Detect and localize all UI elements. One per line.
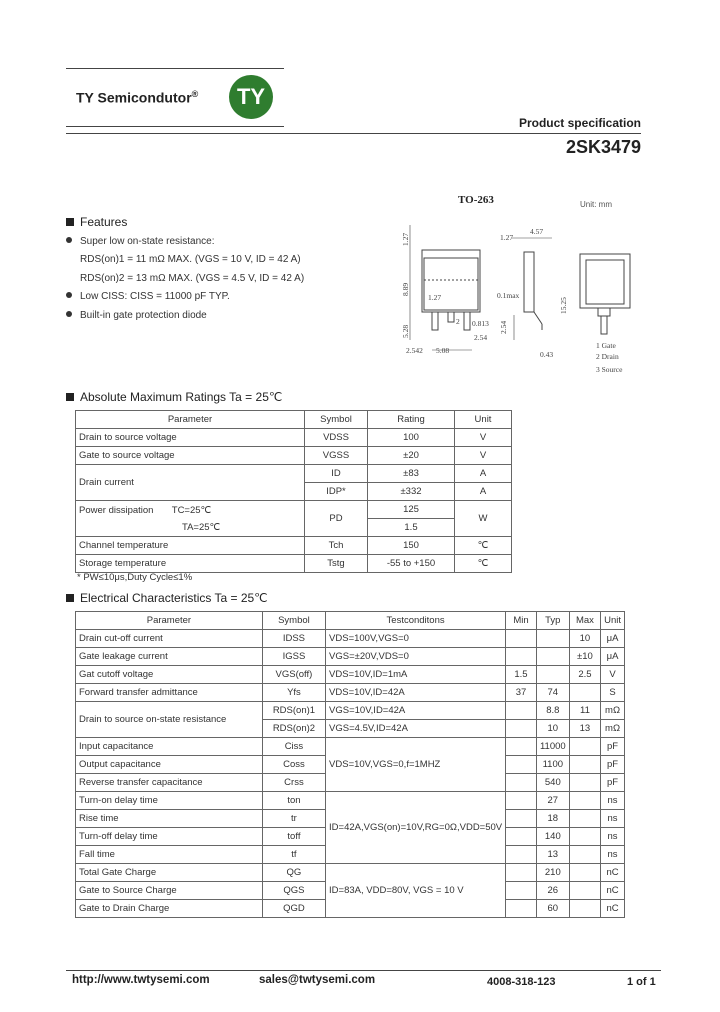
column-header: Symbol bbox=[262, 612, 325, 630]
company-name bbox=[76, 89, 198, 106]
table-cell bbox=[536, 666, 569, 684]
section-square-icon bbox=[66, 393, 74, 401]
table-cell: IDP* bbox=[305, 483, 368, 501]
table-cell: Drain current bbox=[76, 465, 305, 501]
feature-item bbox=[66, 236, 215, 247]
table-cell: PD bbox=[305, 501, 368, 537]
column-header: Parameter bbox=[76, 411, 305, 429]
table-cell: ns bbox=[601, 828, 625, 846]
table-cell: tf bbox=[262, 846, 325, 864]
table-cell: 10 bbox=[569, 630, 600, 648]
dim-label: 2 bbox=[456, 317, 460, 326]
table-cell: nC bbox=[601, 864, 625, 882]
table-cell: ±83 bbox=[368, 465, 455, 483]
table-cell: Gate to Source Charge bbox=[76, 882, 263, 900]
column-header: Max bbox=[569, 612, 600, 630]
table-row bbox=[76, 666, 625, 684]
table-cell bbox=[506, 720, 537, 738]
table-cell: VDS=10V,ID=1mA bbox=[326, 666, 506, 684]
table-cell bbox=[506, 810, 537, 828]
table-cell bbox=[76, 501, 305, 537]
table-cell: VGS=4.5V,ID=42A bbox=[326, 720, 506, 738]
dim-label: 5.08 bbox=[436, 346, 450, 355]
table-cell: Yfs bbox=[262, 684, 325, 702]
table-cell: pF bbox=[601, 738, 625, 756]
doc-type: Product specification bbox=[518, 116, 641, 130]
package-drawing bbox=[402, 220, 642, 365]
table-cell bbox=[569, 846, 600, 864]
table-cell: Crss bbox=[262, 774, 325, 792]
table-cell: ns bbox=[601, 810, 625, 828]
dim-label: 0.813 bbox=[472, 319, 489, 328]
table-cell: Forward transfer admittance bbox=[76, 684, 263, 702]
table-row bbox=[76, 684, 625, 702]
table-cell: Gate to Drain Charge bbox=[76, 900, 263, 918]
table-cell: 26 bbox=[536, 882, 569, 900]
table-cell: 60 bbox=[536, 900, 569, 918]
dim-label: 8.89 bbox=[401, 282, 410, 296]
power-dissipation-label: Power dissipation TC=25℃ bbox=[79, 504, 212, 516]
table-cell: 10 bbox=[536, 720, 569, 738]
table-cell: 8.8 bbox=[536, 702, 569, 720]
table-cell bbox=[506, 648, 537, 666]
table-cell: QG bbox=[262, 864, 325, 882]
pin-label: 1 Gate bbox=[596, 341, 616, 350]
dim-label: 2.54 bbox=[499, 320, 508, 334]
pin-label: 3 Source bbox=[596, 365, 623, 374]
table-cell bbox=[506, 792, 537, 810]
table-cell: 37 bbox=[506, 684, 537, 702]
table-cell: ns bbox=[601, 792, 625, 810]
table-cell bbox=[569, 792, 600, 810]
unit-label: Unit: mm bbox=[580, 200, 612, 209]
table-cell: Turn-off delay time bbox=[76, 828, 263, 846]
table-row bbox=[76, 555, 512, 573]
table-cell bbox=[569, 774, 600, 792]
table-cell: IDSS bbox=[262, 630, 325, 648]
package-name: TO-263 bbox=[458, 194, 494, 206]
table-cell: 125 bbox=[368, 501, 455, 519]
table-cell: μA bbox=[601, 630, 625, 648]
feature-item bbox=[66, 310, 207, 321]
table-cell: V bbox=[455, 447, 512, 465]
column-header: Unit bbox=[601, 612, 625, 630]
table-cell: 11 bbox=[569, 702, 600, 720]
table-cell: VGS=±20V,VDS=0 bbox=[326, 648, 506, 666]
dim-label: 4.57 bbox=[530, 227, 544, 236]
feature-text: Super low on-state resistance: bbox=[80, 236, 215, 247]
table-cell: Tstg bbox=[305, 555, 368, 573]
table-cell: VDS=10V,ID=42A bbox=[326, 684, 506, 702]
table-cell: μA bbox=[601, 648, 625, 666]
table-cell: S bbox=[601, 684, 625, 702]
table-cell: 1.5 bbox=[506, 666, 537, 684]
table-cell: RDS(on)2 bbox=[262, 720, 325, 738]
table-cell: VDSS bbox=[305, 429, 368, 447]
table-cell bbox=[506, 900, 537, 918]
part-number: 2SK3479 bbox=[565, 137, 641, 157]
header-rule-top bbox=[66, 68, 284, 69]
feature-item bbox=[66, 291, 230, 302]
table-cell bbox=[506, 864, 537, 882]
table-row bbox=[76, 702, 625, 720]
table-cell: 140 bbox=[536, 828, 569, 846]
table-cell bbox=[569, 900, 600, 918]
table-row bbox=[76, 447, 512, 465]
pin-label: 2 Drain bbox=[596, 352, 619, 361]
table-cell: 540 bbox=[536, 774, 569, 792]
table-cell: nC bbox=[601, 900, 625, 918]
table-row bbox=[76, 792, 625, 810]
footer-website[interactable]: http://www.twtysemi.com bbox=[72, 974, 210, 986]
table-cell: 13 bbox=[569, 720, 600, 738]
elec-table bbox=[75, 611, 625, 918]
table-header-row bbox=[76, 612, 625, 630]
footer-rule bbox=[66, 970, 661, 971]
table-cell: Total Gate Charge bbox=[76, 864, 263, 882]
dim-label: 15.25 bbox=[559, 297, 568, 314]
table-cell: Turn-on delay time bbox=[76, 792, 263, 810]
elec-title-text: Electrical Characteristics Ta = 25℃ bbox=[80, 591, 268, 605]
footer-page: 1 of 1 bbox=[627, 976, 656, 988]
table-row bbox=[76, 465, 512, 483]
table-cell bbox=[506, 846, 537, 864]
feature-text: Low CISS: CISS = 11000 pF TYP. bbox=[80, 291, 230, 302]
table-cell bbox=[506, 774, 537, 792]
table-cell: Drain cut-off current bbox=[76, 630, 263, 648]
table-cell bbox=[569, 738, 600, 756]
table-cell: ℃ bbox=[455, 555, 512, 573]
table-cell bbox=[569, 882, 600, 900]
table-cell bbox=[569, 756, 600, 774]
table-cell: ID=42A,VGS(on)=10V,RG=0Ω,VDD=50V bbox=[326, 792, 506, 864]
footer-email[interactable]: sales@twtysemi.com bbox=[259, 974, 376, 986]
dim-label: 2.542 bbox=[406, 346, 423, 355]
table-cell: RDS(on)1 bbox=[262, 702, 325, 720]
table-cell: VGSS bbox=[305, 447, 368, 465]
table-cell: 27 bbox=[536, 792, 569, 810]
table-cell: QGS bbox=[262, 882, 325, 900]
table-cell: ±10 bbox=[569, 648, 600, 666]
table-cell bbox=[569, 684, 600, 702]
table-cell: Gat cutoff voltage bbox=[76, 666, 263, 684]
column-header: Typ bbox=[536, 612, 569, 630]
bullet-icon bbox=[66, 237, 72, 243]
table-cell: nC bbox=[601, 882, 625, 900]
table-row bbox=[76, 429, 512, 447]
table-cell: 13 bbox=[536, 846, 569, 864]
column-header: Symbol bbox=[305, 411, 368, 429]
table-cell: Input capacitance bbox=[76, 738, 263, 756]
table-cell: Drain to source on-state resistance bbox=[76, 702, 263, 738]
table-cell: A bbox=[455, 465, 512, 483]
table-cell: Drain to source voltage bbox=[76, 429, 305, 447]
abs-max-table bbox=[75, 410, 512, 573]
table-cell: mΩ bbox=[601, 702, 625, 720]
abs-max-title bbox=[66, 390, 282, 404]
table-cell: Fall time bbox=[76, 846, 263, 864]
table-cell: ton bbox=[262, 792, 325, 810]
table-cell: 74 bbox=[536, 684, 569, 702]
ta-label: TA=25℃ bbox=[182, 521, 221, 533]
dim-label: 1.27 bbox=[428, 293, 442, 302]
table-cell: Coss bbox=[262, 756, 325, 774]
header-rule-full bbox=[66, 133, 641, 134]
feature-item: RDS(on)2 = 13 mΩ MAX. (VGS = 4.5 V, ID = 42 A) bbox=[80, 273, 305, 284]
table-cell: pF bbox=[601, 756, 625, 774]
table-cell: tr bbox=[262, 810, 325, 828]
table-row bbox=[76, 501, 512, 519]
table-cell bbox=[569, 828, 600, 846]
table-cell: 100 bbox=[368, 429, 455, 447]
table-cell: 210 bbox=[536, 864, 569, 882]
table-cell bbox=[569, 864, 600, 882]
table-cell: VDS=100V,VGS=0 bbox=[326, 630, 506, 648]
table-cell: V bbox=[455, 429, 512, 447]
table-cell: Tch bbox=[305, 537, 368, 555]
table-row bbox=[76, 537, 512, 555]
column-header: Unit bbox=[455, 411, 512, 429]
table-row bbox=[76, 864, 625, 882]
bullet-icon bbox=[66, 292, 72, 298]
table-cell: pF bbox=[601, 774, 625, 792]
company-logo bbox=[229, 75, 273, 119]
abs-max-title-text: Absolute Maximum Ratings Ta = 25℃ bbox=[80, 390, 283, 404]
table-cell: ±20 bbox=[368, 447, 455, 465]
table-cell: Gate leakage current bbox=[76, 648, 263, 666]
features-title-text: Features bbox=[80, 215, 128, 229]
table-cell: ±332 bbox=[368, 483, 455, 501]
column-header: Rating bbox=[368, 411, 455, 429]
table-cell: VGS=10V,ID=42A bbox=[326, 702, 506, 720]
table-cell: Ciss bbox=[262, 738, 325, 756]
table-cell bbox=[569, 810, 600, 828]
feature-text: Built-in gate protection diode bbox=[80, 310, 207, 321]
table-cell bbox=[506, 738, 537, 756]
table-cell bbox=[506, 882, 537, 900]
dim-label: 0.43 bbox=[540, 350, 554, 359]
column-header: Min bbox=[506, 612, 537, 630]
table-row bbox=[76, 648, 625, 666]
table-row bbox=[76, 630, 625, 648]
elec-title bbox=[66, 591, 268, 605]
features-title bbox=[66, 215, 127, 229]
table-cell bbox=[536, 630, 569, 648]
section-square-icon bbox=[66, 594, 74, 602]
table-cell: Gate to source voltage bbox=[76, 447, 305, 465]
table-cell: ID bbox=[305, 465, 368, 483]
table-cell: Reverse transfer capacitance bbox=[76, 774, 263, 792]
table-cell: 2.5 bbox=[569, 666, 600, 684]
company-name-text: TY Semicondutor bbox=[76, 89, 192, 106]
column-header: Testconditons bbox=[326, 612, 506, 630]
table-cell: Output capacitance bbox=[76, 756, 263, 774]
table-cell: VGS(off) bbox=[262, 666, 325, 684]
table-cell: ID=83A, VDD=80V, VGS = 10 V bbox=[326, 864, 506, 918]
table-cell: A bbox=[455, 483, 512, 501]
table-cell: VDS=10V,VGS=0,f=1MHZ bbox=[326, 738, 506, 792]
abs-max-note: * PW≤10μs,Duty Cycle≤1% bbox=[77, 572, 193, 583]
header-rule-bottom bbox=[66, 126, 284, 127]
table-cell: ℃ bbox=[455, 537, 512, 555]
table-cell: 18 bbox=[536, 810, 569, 828]
dim-label: 1.27 bbox=[401, 232, 410, 246]
column-header: Parameter bbox=[76, 612, 263, 630]
table-cell: 1.5 bbox=[368, 519, 455, 537]
table-cell: 150 bbox=[368, 537, 455, 555]
table-cell: -55 to +150 bbox=[368, 555, 455, 573]
table-cell bbox=[506, 828, 537, 846]
table-cell: IGSS bbox=[262, 648, 325, 666]
elec-table-body bbox=[76, 630, 625, 918]
registered-mark: ® bbox=[191, 89, 199, 99]
table-row bbox=[76, 738, 625, 756]
table-cell bbox=[536, 648, 569, 666]
table-cell bbox=[506, 630, 537, 648]
table-cell: Channel temperature bbox=[76, 537, 305, 555]
table-cell: 11000 bbox=[536, 738, 569, 756]
table-cell: Rise time bbox=[76, 810, 263, 828]
table-cell: mΩ bbox=[601, 720, 625, 738]
table-cell: ns bbox=[601, 846, 625, 864]
dim-label: 5.28 bbox=[401, 324, 410, 338]
section-square-icon bbox=[66, 218, 74, 226]
table-cell bbox=[506, 702, 537, 720]
table-cell: QGD bbox=[262, 900, 325, 918]
table-cell: toff bbox=[262, 828, 325, 846]
footer-phone: 4008-318-123 bbox=[487, 976, 556, 988]
feature-item: RDS(on)1 = 11 mΩ MAX. (VGS = 10 V, ID = 42 A) bbox=[80, 254, 301, 265]
bullet-icon bbox=[66, 311, 72, 317]
table-header-row bbox=[76, 411, 512, 429]
table-cell: W bbox=[455, 501, 512, 537]
logo-text: TY bbox=[236, 84, 266, 109]
table-cell: V bbox=[601, 666, 625, 684]
table-cell bbox=[506, 756, 537, 774]
dim-label: 2.54 bbox=[474, 333, 488, 342]
dim-label: 1.27 bbox=[500, 233, 514, 242]
table-cell: 1100 bbox=[536, 756, 569, 774]
table-cell: Storage temperature bbox=[76, 555, 305, 573]
dim-label: 0.1max bbox=[497, 291, 520, 300]
